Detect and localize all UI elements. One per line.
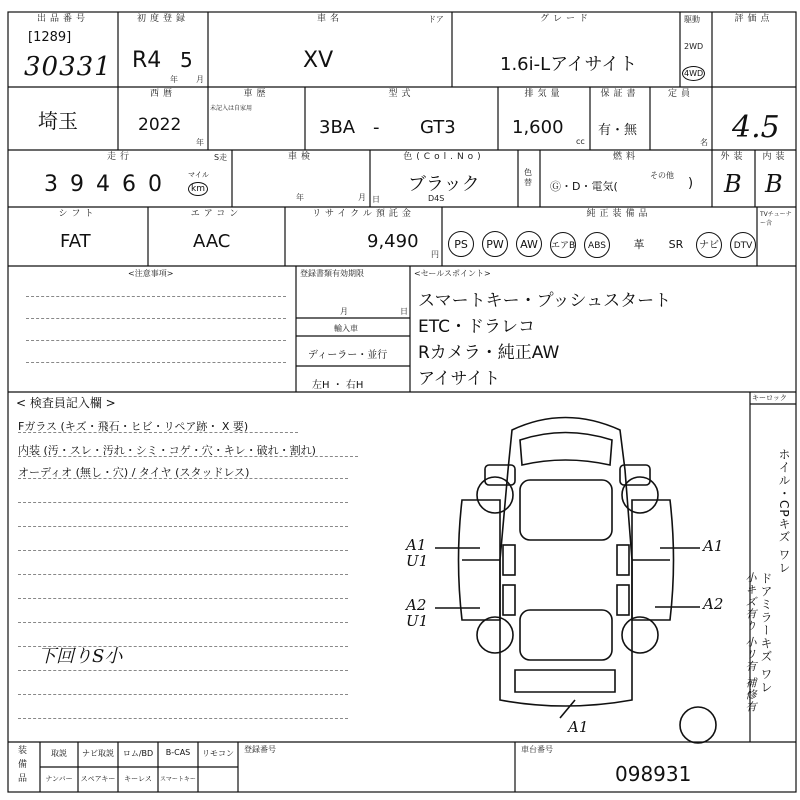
sales-cell	[410, 266, 796, 392]
shift-cell	[8, 207, 148, 266]
exterior-value: B	[724, 170, 742, 198]
equipment-cell	[442, 207, 796, 266]
doc-item: スマートキー	[160, 776, 196, 783]
inspection-label: 車検	[287, 152, 314, 162]
fuel-other: その他	[650, 171, 674, 180]
equipment-sunroof: SR	[668, 238, 684, 251]
lot-label: 出品番号	[36, 14, 89, 24]
first-reg-era: R4	[132, 48, 162, 73]
grade-value: 1.6i-Lアイサイト	[500, 54, 638, 75]
model-cell	[208, 12, 452, 87]
import-label: 輸入車	[334, 324, 358, 333]
first-reg-cell	[118, 12, 208, 87]
inspection-cell	[232, 150, 370, 207]
fuel-label: 燃料	[612, 152, 639, 162]
score-cell	[712, 12, 796, 150]
warranty-label: 保証書	[600, 89, 640, 99]
grade-label: グレード	[539, 14, 592, 24]
doc-item: B-CAS	[165, 748, 191, 757]
damage-mark-right-front: A1	[703, 537, 724, 555]
cc-unit: cc	[576, 137, 585, 146]
recycle-unit: 円	[431, 250, 439, 259]
color-code: D4S	[428, 194, 445, 203]
keyless-column	[744, 392, 796, 742]
doc-item: ナンバー	[45, 775, 73, 783]
equipment-airbag: エアB	[550, 232, 576, 258]
western-year-cell	[118, 87, 208, 150]
color-label: 色(Col.No)	[403, 152, 485, 162]
type-label: 型式	[388, 89, 415, 99]
capacity-cell	[650, 87, 712, 150]
lot-number: 30331	[24, 52, 112, 82]
month-char: 月	[196, 75, 204, 84]
inspection-day-char: 日	[372, 195, 380, 204]
exterior-label: 外装	[720, 152, 747, 162]
equipment-navi: ナビ	[696, 232, 722, 258]
inspector-line2: 内装 (汚・スレ・汚れ・シミ・コゲ・穴・キレ・破れ・割れ)	[18, 444, 316, 457]
type-dash: -	[373, 117, 380, 138]
mileage-unit-mile: マイル	[188, 171, 209, 179]
equipment-abs: ABS	[584, 232, 610, 258]
drive-cell	[680, 12, 712, 87]
score-label: 評価点	[734, 14, 774, 24]
type-cell	[305, 87, 498, 150]
handwritten-note: 下回りS小	[38, 646, 123, 667]
inspector-line3: オーディオ (無し・穴) / タイヤ (スタッドレス)	[18, 466, 250, 479]
mileage-digits	[44, 172, 174, 197]
interior-value: B	[765, 170, 783, 198]
doc-item: ロム/BD	[122, 749, 154, 758]
grade-cell	[452, 12, 680, 87]
lot-cell	[8, 12, 118, 87]
equipment-label: 純正装備品	[586, 209, 652, 219]
reg-month-char: 月	[340, 307, 348, 316]
legend-wheel: ホイル・CPキズ ワレ	[777, 448, 791, 575]
drive-2wd: 2WD	[684, 42, 704, 51]
doc-item: リモコン	[202, 749, 234, 758]
mileage-digit: 9	[70, 172, 84, 197]
interior-cell	[755, 150, 796, 207]
fuel-cell	[540, 150, 712, 207]
equipment-ps: PS	[448, 231, 474, 257]
chassis-value: 098931	[615, 762, 692, 786]
ac-value: AAC	[193, 231, 231, 252]
mileage-cell	[8, 150, 232, 207]
keyless-label: キーロック	[752, 394, 787, 402]
regcode-label: 車歴	[243, 89, 270, 99]
reg-day-char: 日	[400, 307, 408, 316]
regcode-small: 未記入は自家用	[210, 105, 253, 112]
inspection-month-char: 月	[358, 193, 366, 202]
reg-no-label: 登録番号	[244, 745, 276, 754]
color-change-cell	[518, 150, 540, 207]
shift-label: シフト	[58, 209, 98, 219]
mileage-digit: 4	[96, 172, 110, 197]
reg-valid-cell	[296, 266, 410, 392]
drive-4wd: 4WD	[682, 66, 705, 81]
doc-item: 取説	[51, 749, 67, 758]
color-cell	[370, 150, 518, 207]
chassis-label: 車台番号	[521, 745, 553, 754]
caution-cell	[8, 266, 296, 392]
recycle-cell	[285, 207, 442, 266]
docs-cell	[8, 742, 40, 792]
first-reg-label: 初度登録	[136, 14, 189, 24]
doc-item: スペアキー	[80, 775, 116, 783]
cc-cell	[498, 87, 590, 150]
legend-mirror: ドアミラーキズ ワレ	[759, 572, 773, 694]
chassis-cell	[515, 742, 796, 792]
fuel-close: )	[688, 176, 694, 191]
type-prefix: 3BA	[319, 117, 356, 138]
mileage-unit-km: km	[188, 182, 208, 196]
recycle-value: 9,490	[367, 231, 419, 252]
year-char: 年	[170, 75, 178, 84]
interior-label: 内装	[762, 152, 789, 162]
doc-item: ナビ取説	[82, 749, 114, 758]
sales-point: Rカメラ・純正AW	[418, 343, 560, 363]
doors-label: ドア	[428, 15, 444, 24]
caution-label: <注意事項>	[128, 269, 174, 278]
handle-label: 左H ・ 右H	[312, 380, 364, 391]
pref-value: 埼玉	[38, 109, 78, 133]
damage-mark-left-front: A1 U1	[406, 536, 429, 570]
score-value: 4.5	[732, 110, 780, 145]
inspector-line1: Fガラス (キズ・飛石・ヒビ・リペア跡・ X 要)	[18, 420, 249, 433]
sales-label: <セールスポイント>	[414, 269, 491, 278]
capacity-label: 定員	[667, 89, 694, 99]
equipment-aw: AW	[516, 231, 542, 257]
damage-mark-right-rear: A2	[703, 595, 724, 613]
warranty-cell	[590, 87, 650, 150]
reg-valid-label: 登録書類有効期限	[300, 269, 364, 278]
fuel-value: Ⓖ・D・電気(	[550, 180, 618, 193]
equipment-leather: 革	[633, 238, 645, 251]
type-value: GT3	[420, 117, 456, 138]
reg-no-cell	[238, 742, 515, 792]
lot-box: [1289]	[28, 30, 72, 45]
recycle-label: リサイクル預託金	[312, 209, 415, 219]
inspector-title: < 検査員記入欄 >	[16, 396, 116, 410]
inspector-section	[8, 392, 750, 742]
color-change-label: 色替	[524, 168, 532, 187]
ac-label: エアコン	[190, 209, 243, 219]
cc-label: 排気量	[524, 89, 564, 99]
year-char-2: 年	[196, 138, 204, 147]
docs-items	[40, 742, 238, 792]
color-value: ブラック	[408, 174, 480, 195]
mileage-digit: 6	[122, 172, 136, 197]
first-reg-month: 5	[180, 48, 193, 72]
equipment-dtv: DTV	[730, 232, 756, 258]
exterior-cell	[712, 150, 755, 207]
western-label: 西暦	[149, 89, 176, 99]
legend-marks: 小キズ有り 小リ有 補修有	[744, 572, 757, 713]
cc-value: 1,600	[512, 117, 564, 138]
equipment-pw: PW	[482, 231, 508, 257]
capacity-unit: 名	[700, 138, 708, 147]
sales-point: ETC・ドラレコ	[418, 317, 535, 337]
sales-point: スマートキー・プッシュスタート	[418, 291, 672, 311]
year-value: 2022	[138, 115, 182, 135]
shift-value: FAT	[60, 231, 91, 252]
sales-point: アイサイト	[418, 369, 501, 389]
inspection-year-char: 年	[296, 193, 304, 202]
model-value: XV	[303, 48, 334, 73]
dealer-label: ディーラー・並行	[308, 350, 388, 361]
mileage-digit: 0	[148, 172, 162, 197]
damage-mark-left-rear: A2 U1	[406, 596, 429, 630]
equipment-list	[448, 231, 756, 258]
mileage-label: 走行	[106, 152, 133, 162]
mileage-digit: 3	[44, 172, 58, 197]
history-cell	[208, 87, 305, 150]
sd-label: S走	[214, 153, 228, 162]
drive-label: 駆動	[684, 15, 700, 24]
tv-label: TVチューナー含	[760, 211, 792, 227]
docs-label: 装備品	[18, 746, 28, 784]
pref-cell	[8, 87, 118, 150]
warranty-value: 有・無	[598, 123, 638, 138]
damage-mark-rear: A1	[568, 718, 589, 736]
doc-item: キーレス	[124, 775, 152, 783]
model-label: 車名	[316, 14, 343, 24]
ac-cell	[148, 207, 285, 266]
